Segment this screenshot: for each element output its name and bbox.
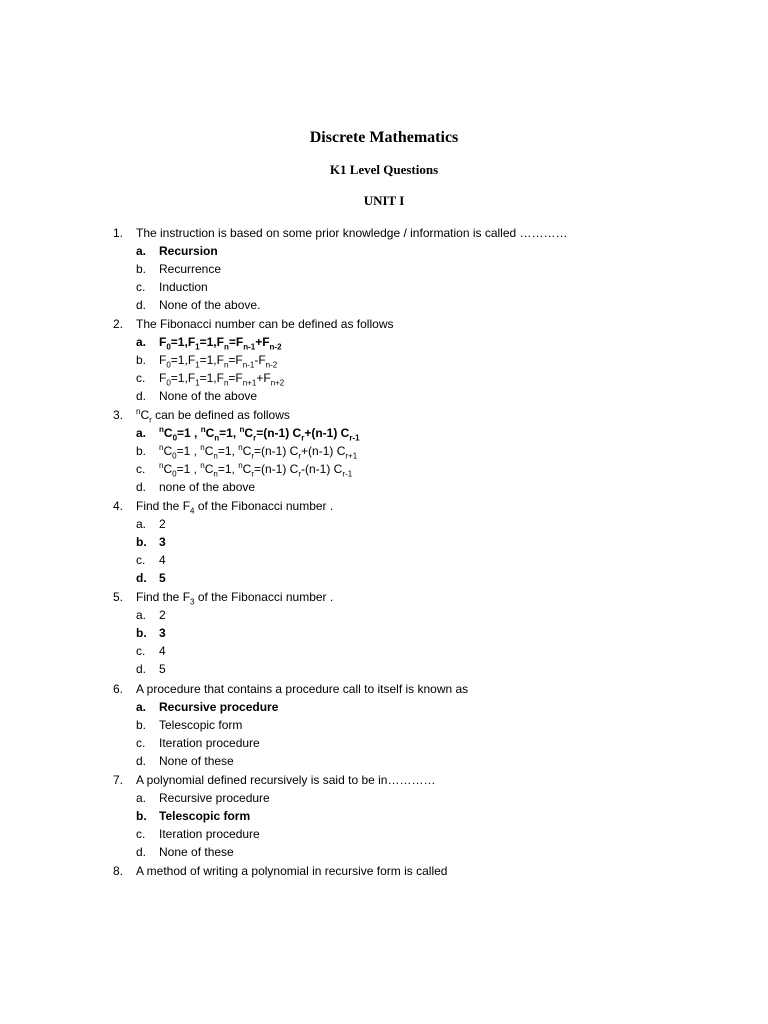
unit-heading: UNIT I bbox=[363, 193, 405, 208]
formula: $^nC_0=1$ , $^nC_n=1$, $^nC_r=(n-1)$ $C_r-(n-1)$ $C_{r-1}$ bbox=[159, 461, 353, 479]
option: d. None of these bbox=[136, 754, 234, 768]
question-text: The instruction is based on some prior knowledge / information is called ………… bbox=[136, 226, 568, 240]
option: c. Induction bbox=[136, 280, 208, 294]
question-text: Find the $F_3$ of the Fibonacci number . bbox=[136, 590, 334, 607]
option: b. $^nC_0=1$ , $^nC_n=1$, $^nC_r=(n-1)$ $C_r+(n-1)$ $C_{r+1}$ bbox=[136, 443, 358, 461]
question-number: 3. bbox=[113, 408, 124, 422]
option: a. $^nC_0=1$ , $^nC_n=1$, $^nC_r=(n-1)$ $C_r+(n-1)$ $C_{r-1}$ bbox=[136, 425, 360, 443]
option: d. none of the above bbox=[136, 480, 256, 494]
document-title: Discrete Mathematics bbox=[309, 129, 459, 146]
question-4 bbox=[113, 497, 728, 515]
question-text: $^nC_r$ can be defined as follows bbox=[136, 407, 290, 425]
question-number: 5. bbox=[113, 590, 124, 604]
option: a. 2 bbox=[136, 517, 166, 531]
option: c. Iteration procedure bbox=[136, 827, 260, 841]
option: d. None of these bbox=[136, 845, 234, 859]
option: a. 2 bbox=[136, 608, 166, 622]
question-1 bbox=[113, 224, 728, 242]
option: b. Recurrence bbox=[136, 262, 222, 276]
question-number: 2. bbox=[113, 317, 124, 331]
option: c. Iteration procedure bbox=[136, 736, 260, 750]
question-2 bbox=[113, 315, 728, 333]
option: c. 4 bbox=[136, 644, 166, 658]
option: a. Recursive procedure bbox=[136, 791, 270, 805]
formula: $F_0=1,F_1=1,F_n=F_{n-1}+F_{n-2}$ bbox=[159, 335, 282, 352]
option: b. 3 bbox=[136, 626, 166, 640]
question-number: 1. bbox=[113, 226, 124, 240]
document-subtitle: K1 Level Questions bbox=[329, 162, 439, 177]
question-text: Find the $F_4$ of the Fibonacci number . bbox=[136, 499, 334, 516]
question-7 bbox=[113, 771, 728, 789]
option: b. Telescopic form bbox=[136, 718, 243, 732]
question-5 bbox=[113, 588, 728, 606]
option: b. $F_0=1,F_1=1,F_n=F_{n-1}-F_{n-2}$ bbox=[136, 353, 278, 370]
formula: $F_0=1,F_1=1,F_n=F_{n-1}-F_{n-2}$ bbox=[159, 353, 278, 370]
option: d. 5 bbox=[136, 662, 166, 676]
option: c. $^nC_0=1$ , $^nC_n=1$, $^nC_r=(n-1)$ $C_r-(n-1)$ $C_{r-1}$ bbox=[136, 461, 353, 479]
option: d. None of the above. bbox=[136, 298, 261, 312]
question-text: A procedure that contains a procedure call to itself is known as bbox=[136, 682, 469, 696]
question-8 bbox=[113, 862, 728, 880]
option: b. 3 bbox=[136, 535, 166, 549]
question-6 bbox=[113, 680, 728, 698]
question-text: The Fibonacci number can be defined as follows bbox=[136, 317, 394, 331]
question-text: A method of writing a polynomial in recursive form is called bbox=[136, 864, 448, 878]
option: a. Recursive procedure bbox=[136, 700, 279, 714]
question-3 bbox=[113, 406, 728, 424]
option: a. $F_0=1,F_1=1,F_n=F_{n-1}+F_{n-2}$ bbox=[136, 335, 282, 352]
option: c. 4 bbox=[136, 553, 166, 567]
formula: $^nC_0=1$ , $^nC_n=1$, $^nC_r=(n-1)$ $C_r+(n-1)$ $C_{r-1}$ bbox=[159, 425, 360, 443]
option: d. None of the above bbox=[136, 389, 258, 403]
option: a. Recursion bbox=[136, 244, 218, 258]
question-number: 8. bbox=[113, 864, 124, 878]
question-text: A polynomial defined recursively is said to be in………… bbox=[136, 773, 436, 787]
option: d. 5 bbox=[136, 571, 166, 585]
formula: $F_0=1,F_1=1,F_n=F_{n+1}+F_{n+2}$ bbox=[159, 371, 285, 388]
option: b. Telescopic form bbox=[136, 809, 251, 823]
option: c. $F_0=1,F_1=1,F_n=F_{n+1}+F_{n+2}$ bbox=[136, 371, 285, 388]
formula: $^nC_0=1$ , $^nC_n=1$, $^nC_r=(n-1)$ $C_r+(n-1)$ $C_{r+1}$ bbox=[159, 443, 358, 461]
question-number: 6. bbox=[113, 682, 124, 696]
question-number: 7. bbox=[113, 773, 124, 787]
question-number: 4. bbox=[113, 499, 124, 513]
